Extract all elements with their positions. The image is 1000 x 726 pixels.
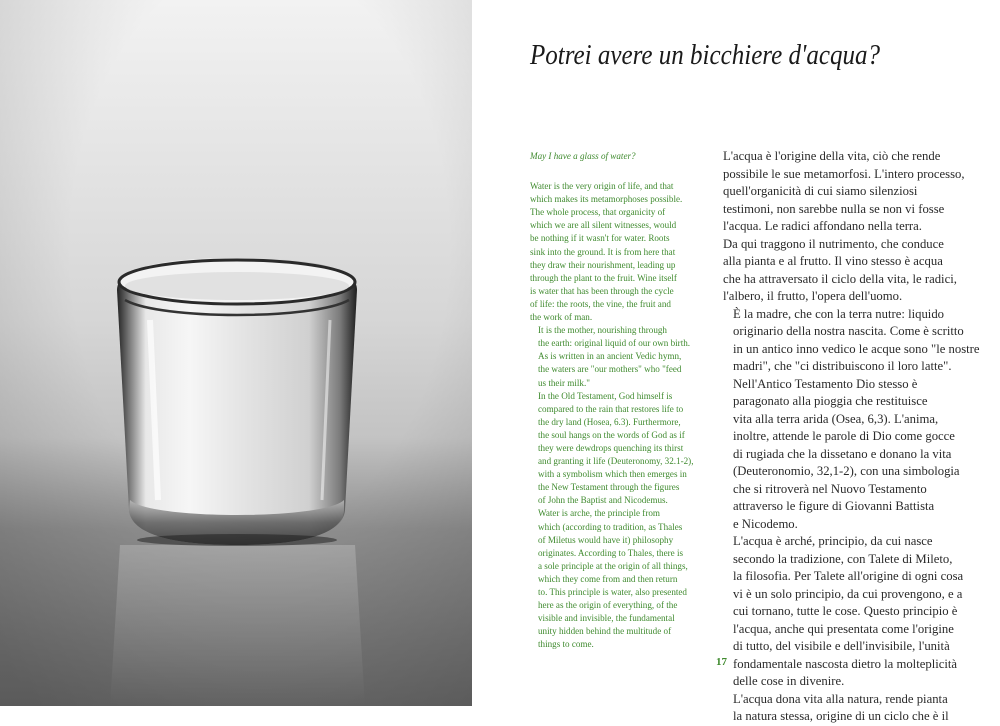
text-line: testimoni, non sarebbe nulla se non vi fosse — [723, 201, 945, 216]
text-line: (Deuteronomio, 32,1-2), con una simbologia — [733, 464, 960, 478]
italian-paragraph — [723, 148, 965, 306]
text-line: of John the Baptist and Nicodemus. — [538, 495, 668, 506]
text-line: secondo la tradizione, con Talete di Mileto, — [733, 551, 953, 566]
text-line: vita alla terra arida (Osea, 6,3). L'anima, — [733, 411, 939, 426]
text-line: attraverso le figure di Giovanni Battista — [733, 499, 935, 513]
english-paragraph — [530, 324, 690, 389]
text-line: unity hidden behind the multitude of — [538, 626, 672, 637]
text-line: l'acqua. Le radici affondano nella terra. — [723, 219, 922, 233]
text-line: a sole principle at the origin of all things, — [538, 560, 688, 571]
text-line: Water is arche, the principle from — [538, 508, 660, 519]
handwritten-title-text: Potrei avere un bicchiere d'acqua? — [529, 39, 881, 71]
text-line: which (according to tradition, as Thales — [538, 521, 683, 532]
text-line: di rugiada che la dissetano e donano la vita — [733, 446, 952, 461]
text-line: is water that has been through the cycle — [530, 285, 674, 296]
text-line: The whole process, that organicity of — [530, 207, 666, 218]
text-line: madri", che "ci distribuiscono il loro latte". — [733, 359, 952, 373]
text-line: be nothing if it wasn't for water. Roots — [530, 233, 670, 244]
text-line: originates. According to Thales, there is — [538, 547, 684, 558]
text-line: possibile le sue metamorfosi. L'intero processo, — [723, 166, 965, 181]
text-line: As is written in an ancient Vedic hymn, — [538, 351, 682, 362]
text-line: of Miletus would have it) philosophy — [538, 534, 674, 545]
english-paragraph — [530, 390, 694, 508]
text-line: the waters are "our mothers" who "feed — [538, 364, 682, 375]
text-line: the earth: original liquid of our own birth. — [538, 338, 691, 349]
text-line: the New Testament through the figures — [538, 482, 680, 493]
text-line: alla pianta e al frutto. Il vino stesso è acqua — [723, 254, 943, 268]
text-line: che ha attraversato il ciclo della vita, le radici, — [723, 271, 957, 286]
english-column — [530, 150, 694, 651]
text-line: Nell'Antico Testamento Dio stesso è — [733, 376, 918, 391]
text-line: sink into the ground. It is from here that — [530, 246, 676, 257]
english-subtitle: May I have a glass of water? — [530, 151, 636, 161]
text-line: di tutto, del visibile e dell'invisibile, l'unità — [733, 639, 950, 653]
text-line: through the plant to the fruit. Wine itself — [530, 272, 677, 283]
text-line: It is the mother, nourishing through — [538, 325, 667, 336]
text-line: with a symbolism which then emerges in — [538, 469, 687, 480]
italian-column — [723, 148, 980, 726]
italian-paragraph — [723, 533, 964, 691]
page-number: 17 — [716, 656, 727, 668]
text-line: l'albero, il frutto, l'opera dell'uomo. — [723, 289, 903, 303]
text-line: visible and invisible, the fundamental — [538, 613, 675, 624]
italian-paragraph — [723, 376, 960, 534]
text-line: of life: the roots, the vine, the fruit and — [530, 298, 671, 309]
text-line: in un antico inno vedico le acque sono "le nostre — [733, 341, 980, 356]
text-line: they draw their nourishment, leading up — [530, 259, 676, 270]
text-line: la filosofia. Per Talete all'origine di ogni cosa — [733, 569, 964, 583]
text-line: quell'organicità di cui siamo silenziosi — [723, 184, 918, 198]
text-line: l'acqua, anche qui presentata come l'origine — [733, 621, 954, 636]
text-line: inoltre, attende le parole di Dio come gocce — [733, 429, 955, 443]
english-paragraph — [530, 507, 690, 651]
text-line: la natura stessa, origine di un ciclo che è il — [733, 709, 949, 723]
text-line: L'acqua è l'origine della vita, ciò che rende — [723, 149, 941, 163]
text-line: the soul hangs on the words of God as if — [538, 429, 685, 440]
text-line: they were dewdrops quenching its thirst — [538, 442, 684, 453]
text-line: which they come from and then return — [538, 573, 678, 584]
text-line: which makes its metamorphoses possible. — [530, 194, 683, 205]
text-line: Da qui traggono il nutrimento, che conduce — [723, 236, 944, 251]
text-line: paragonato alla pioggia che restituisce — [733, 394, 928, 408]
text-line: L'acqua dona vita alla natura, rende pianta — [733, 691, 948, 706]
text-line: here as the origin of everything, of the — [538, 600, 678, 611]
text-line: fondamentale nascosta dietro la molteplicità — [733, 656, 958, 671]
text-line: Water is the very origin of life, and that — [530, 181, 674, 192]
italian-paragraph — [723, 306, 980, 376]
text-line: the dry land (Hosea, 6.3). Furthermore, — [538, 416, 681, 427]
text-line: delle cose in divenire. — [733, 674, 845, 688]
text-line: which we are all silent witnesses, would — [530, 220, 677, 231]
text-line: the work of man. — [530, 312, 593, 323]
italian-paragraph — [723, 691, 955, 726]
text-line: to. This principle is water, also presented — [538, 587, 687, 597]
text-line: È la madre, che con la terra nutre: liquido — [733, 306, 945, 321]
text-line: us their milk." — [538, 377, 590, 388]
text-line: cui tornano, tutte le cose. Questo principio è — [733, 604, 958, 618]
text-line: In the Old Testament, God himself is — [538, 390, 673, 401]
text-line: compared to the rain that restores life to — [538, 403, 684, 414]
text-line: vi è un solo principio, da cui provengono, e a — [733, 586, 963, 601]
text-line: things to come. — [538, 639, 594, 650]
text-line: originario della nostra nascita. Come è scritto — [733, 324, 964, 338]
text-line: and granting it life (Deuteronomy, 32.1-2), — [538, 456, 694, 467]
text-line: che si ritroverà nel Nuovo Testamento — [733, 481, 927, 496]
text-line: e Nicodemo. — [733, 516, 798, 531]
english-paragraph — [530, 180, 690, 324]
text-line: L'acqua è arché, principio, da cui nasce — [733, 534, 933, 548]
glass-of-water-photo — [0, 0, 472, 706]
